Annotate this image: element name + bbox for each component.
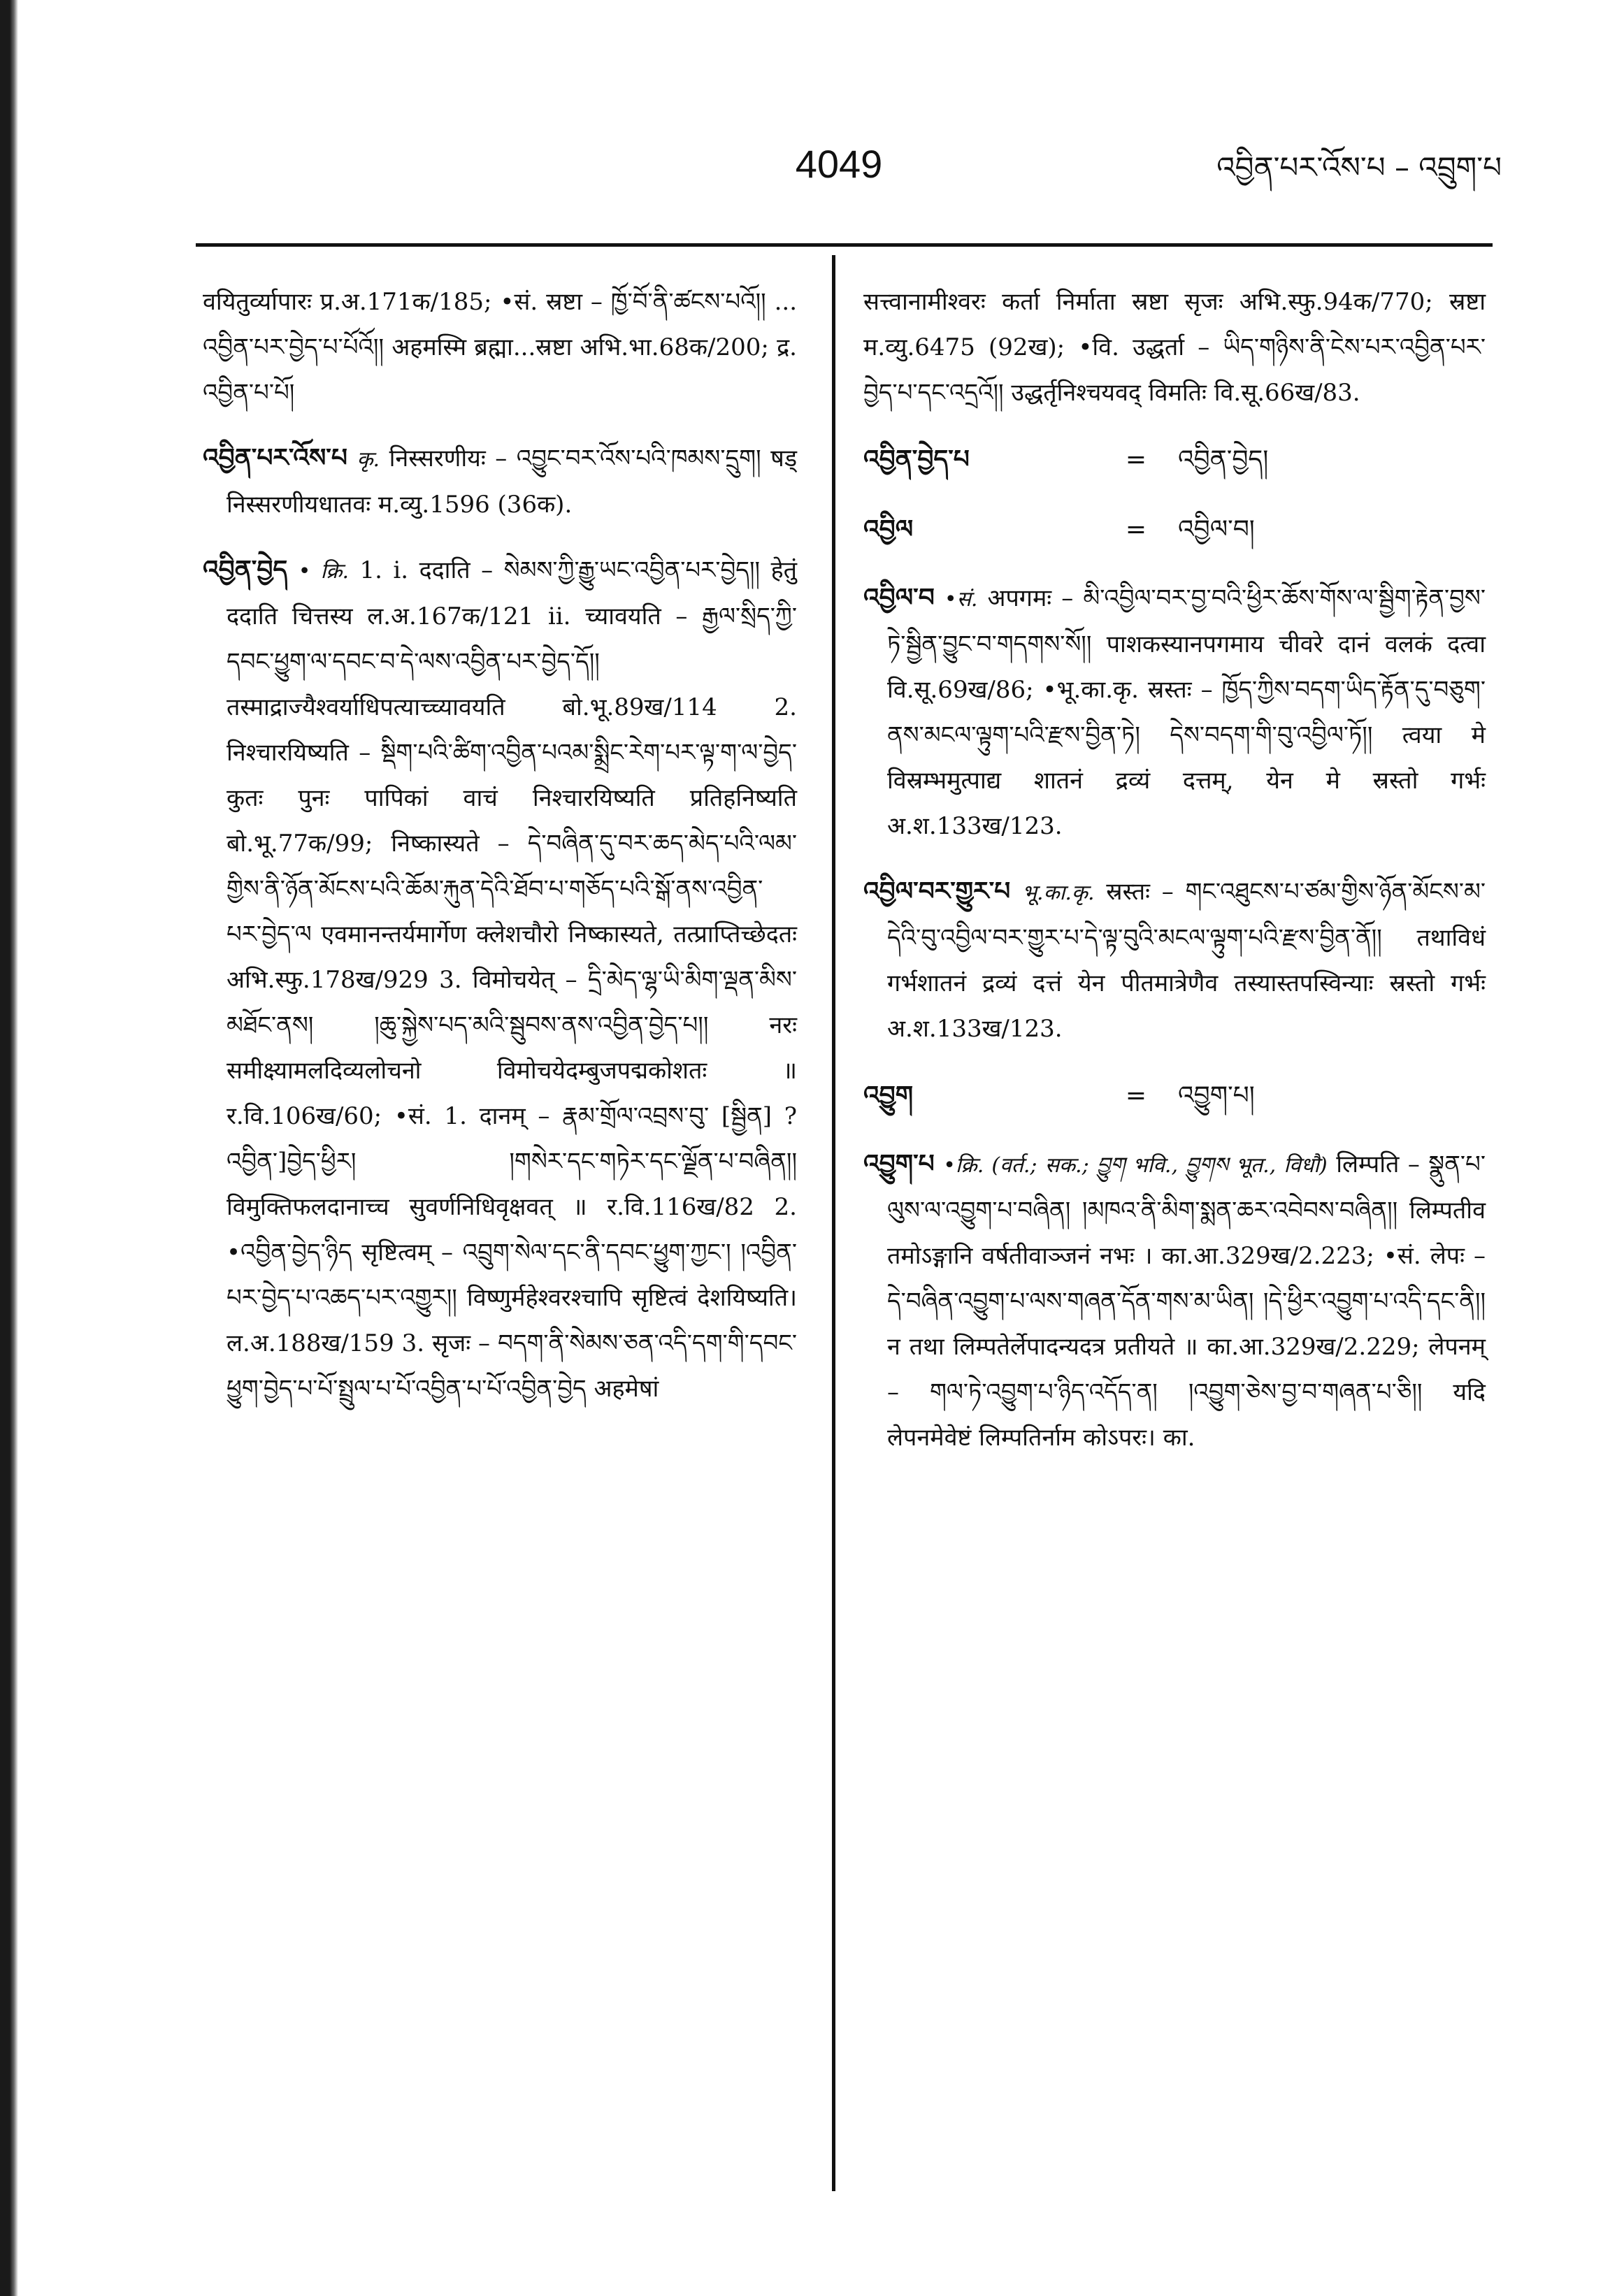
left-column: [203, 280, 797, 1431]
entry-headword: འབྱུག་པ: [863, 1150, 935, 1178]
entry-grammar: •सं.: [944, 587, 978, 612]
entry-text: लिम्पति – སྣུན་པ་ལུས་ལ་འབྱུག་པ་བཞིན། །མཁའ་ནི་མིག་སྨན་ཆར་འབེབས་བཞིན།། लिम्पतीव तमोऽङ्गानि वर्षतीवाञ्जनं नभः । का.आ.329ख/2.223; •सं. लेपः – དེ་བཞིན་འབྱུག་པ་ལས་གཞན་དོན་གས་མ་ཡིན། །དེ་ཕྱིར་འབྱུག་པ་འདི་དང་ནི།། न तथा लिम्पतेर्लेपादन्यदत्र प्रतीयते ॥ का.आ.329ख/2.229; लेपनम् – གལ་ཏེ་འབྱུག་པ་ཉིད་འདོད་ན། །འབྱུག་ཅེས་བྱ་བ་གཞན་པ་ཅི།། यदि लेपनमेवेष्टं लिम्पतिर्नाम कोऽपरः। का.: [887, 1150, 1486, 1452]
column-divider: [832, 255, 835, 2191]
entry-headword: འབྱིན་པར་འོས་པ: [203, 444, 347, 472]
dictionary-entry: [203, 280, 797, 416]
entry-headword: འབྱིལ་བ: [863, 584, 935, 612]
equals-sign: =: [1125, 1081, 1147, 1110]
entry-grammar: भू.का.कृ.: [1021, 881, 1095, 905]
entry-text: अपगमः – མི་འབྱིལ་བར་བྱ་བའི་ཕྱིར་ཆོས་གོས་ལ་སྦྱིག་རྟེན་བྱས་ཏེ་སྦྱིན་བྱུང་བ་གདགས་སོ།། पाशकस्यानपगमाय चीवरे दानं वलकं दत्वा वि.सू.69ख/86; •भू.का.कृ. स्रस्तः – ཁྱོད་ཀྱིས་བདག་ཡིད་རྟོན་དུ་བཅུག་ནས་མངལ་ལྟུག་པའི་རྫས་བྱིན་ཏེ། དེས་བདག་གི་བུ་འབྱིལ་ཏོ།། त्वया मे विस्रम्भमुत्पाद्य शातनं द्रव्यं दत्तम्, येन मे स्रस्तो गर्भः अ.श.133ख/123.: [887, 584, 1486, 840]
entry-text: निस्सरणीयः – འབྱུང་བར་འོས་པའི་ཁམས་དྲུག། षड् निस्सरणीयधातवः म.व्यु.1596 (36क).: [227, 445, 798, 519]
entry-grammar: • क्रि.: [298, 559, 349, 584]
right-column: [863, 280, 1486, 1480]
dictionary-entry: [863, 1141, 1486, 1461]
entry-headword: འབྱིན་བྱེད་པ: [863, 445, 970, 474]
entry-headword: འབྱིལ་བར་གྱུར་པ: [863, 877, 1011, 906]
cross-reference-target: འབྱུག་པ།: [1178, 1081, 1255, 1110]
entry-headword: འབྱིལ: [863, 515, 914, 544]
cross-reference-target: འབྱིལ་བ།: [1178, 515, 1255, 544]
dictionary-entry: [203, 435, 797, 528]
running-head: འབྱིན་པར་འོས་པ – འབྲུག་པ: [1216, 150, 1502, 185]
header-rule: [196, 243, 1493, 247]
dictionary-entry: [863, 575, 1486, 849]
entry-text: सत्त्वानामीश्वरः कर्ता निर्माता स्रष्टा सृजः अभि.स्फु.94क/770; स्रष्टा म.व्यु.6475 (92ख); •वि. उद्धर्ता – ཡིད་གཉིས་ནི་ངེས་པར་འབྱིན་པར་བྱེད་པ་དང་འདྲའོ།། उद्धर्तृनिश्चयवद् विमतिः वि.सू.66ख/83.: [863, 288, 1486, 407]
cross-reference-target: འབྱིན་བྱེད།: [1178, 445, 1269, 474]
entry-text: वयितुर्व्यापारः प्र.अ.171क/185; •सं. स्रष्टा – ཁྱོ་བོ་ནི་ཚངས་པའོ།། ... འབྱིན་པར་བྱེད་པ་པོའོ།། अहमस्मि ब्रह्मा...स्रष्टा अभि.भा.68क/200; द्र. འབྱིན་པ་པོ།: [203, 288, 797, 407]
cross-reference: [863, 435, 1486, 484]
page-number: 4049: [795, 142, 883, 186]
dictionary-entry: [863, 869, 1486, 1052]
entry-text: 1. i. ददाति – སེམས་ཀྱི་རྒྱུ་ཡང་འབྱིན་པར་བྱེད།། हेतुं ददाति चित्तस्य ल.अ.167क/121 ii. च्यावयति – རྒྱལ་སྲིད་ཀྱི་དབང་ཕྱུག་ལ་དབང་བ་དེ་ལས་འབྱིན་པར་བྱེད་དོ།། तस्माद्राज्यैश्वर्याधिपत्याच्च्यावयति बो.भू.89ख/114 2. निश्चारयिष्यति – སྡིག་པའི་ཚིག་འབྱིན་པའམ་སྨྲིང་རེག་པར་ལྟ་ག་ལ་བྱེད་ कुतः पुनः पापिकां वाचं निश्चारयिष्यति प्रतिहनिष्यति बो.भू.77क/99; निष्कास्यते – དེ་བཞིན་དུ་བར་ཆད་མེད་པའི་ལམ་གྱིས་ནི་ཉོན་མོངས་པའི་ཆོམ་རྐུན་དེའི་ཐོབ་པ་གཅོད་པའི་སྒོ་ནས་འབྱིན་པར་བྱེད་ལ एवमानन्तर्यमार्गेण क्लेशचौरो निष्कास्यते, तत्प्राप्तिच्छेदतः अभि.स्फु.178ख/929 3. विमोचयेत् – དྲི་མེད་ལྷ་ཡི་མིག་ལྡན་མིས་མཐོང་ནས། །ཆུ་སྐྱེས་པད་མའི་སྦུབས་ནས་འབྱིན་བྱེད་པ།། नरः समीक्ष्यामलदिव्यलोचनो विमोचयेदम्बुजपद्मकोशतः ॥ र.वि.106ख/60; •सं. 1. दानम् – རྣམ་གྲོལ་འབྲས་བུ་ [སྦྱིན] ?འབྱིན་]བྱེད་ཕྱིར། །གསེར་དང་གཏེར་དང་ལྗོན་པ་བཞིན།། विमुक्तिफलदानाच्च सुवर्णनिधिवृक्षवत् ॥ र.वि.116ख/82 2. •འབྱིན་བྱེད་ཉིད सृष्टित्वम् – འབྲུག་སེལ་དང་ནི་དབང་ཕྱུག་ཀྱང་། །འབྱིན་པར་བྱེད་པ་འཆད་པར་འགྱུར།། विष्णुर्महेश्वरश्चापि सृष्टित्वं देशयिष्यति। ल.अ.188ख/159 3. सृजः – བདག་ནི་སེམས་ཅན་འདི་དག་གི་དབང་ཕྱུག་བྱེད་པ་པོ་སྤྲུལ་པ་པོ་འབྱིན་པ་པོ་འབྱིན་བྱེད अहमेषां: [227, 556, 797, 1403]
scan-binding-edge: [0, 0, 18, 2296]
entry-text: स्रस्तः – གང་འཐུངས་པ་ཙམ་གྱིས་ཉོན་མོངས་མ་དེའི་བུ་འབྱིལ་བར་གྱུར་པ་དེ་ལྟ་བུའི་མངལ་ལྟུག་པའི་རྫས་བྱིན་ནོ།། तथाविधं गर्भशातनं द्रव्यं दत्तं येन पीतमात्रेणैव तस्यास्तपस्विन्याः स्रस्तो गर्भः अ.श.133ख/123.: [887, 878, 1486, 1043]
entry-headword: འབྱིན་བྱེད: [203, 556, 288, 584]
equals-sign: =: [1125, 445, 1147, 474]
dictionary-entry: [203, 547, 797, 1412]
entry-grammar: कृ.: [357, 447, 380, 472]
dictionary-entry: [863, 280, 1486, 416]
cross-reference: [863, 1071, 1486, 1120]
cross-reference: [863, 505, 1486, 554]
entry-headword: འབྱུག: [863, 1081, 914, 1110]
equals-sign: =: [1125, 515, 1147, 544]
entry-grammar: •क्रि. (वर्त.; सक.; བྱུག भवि., བྱུགས भूत., विधौ): [943, 1153, 1328, 1178]
